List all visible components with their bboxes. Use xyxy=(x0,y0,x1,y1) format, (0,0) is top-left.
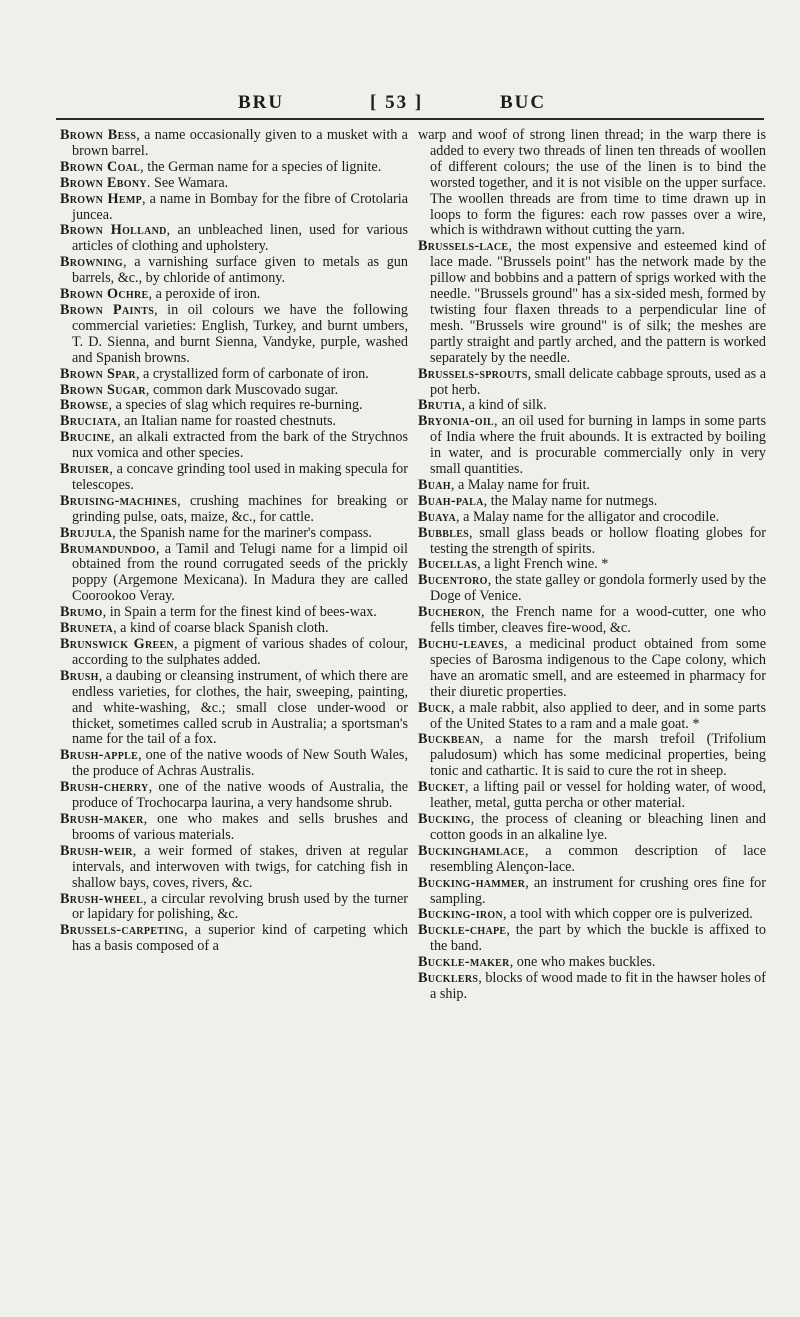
dictionary-entry xyxy=(60,462,408,494)
dictionary-entry xyxy=(418,876,766,908)
entry-headword: Brumandundoo xyxy=(60,540,156,557)
entry-headword: Brown Ebony xyxy=(60,174,147,191)
page-number: [ 53 ] xyxy=(370,92,424,113)
dictionary-entry xyxy=(60,176,408,192)
dictionary-entry xyxy=(418,494,766,510)
entry-headword: Bucentoro xyxy=(418,572,488,589)
entry-headword: Brown Sugar xyxy=(60,381,146,398)
entry-definition: , a species of slag which requires re-burning. xyxy=(108,397,363,414)
entry-headword: Bryonia-oil xyxy=(418,413,495,430)
entry-definition: , a Malay name for fruit. xyxy=(450,476,590,493)
entry-headword: Brush-apple xyxy=(60,747,139,764)
entry-definition: , a kind of coarse black Spanish cloth. xyxy=(113,620,329,637)
entry-definition: , a tool with which copper ore is pulverized. xyxy=(503,906,753,923)
entry-headword: Brown Paints xyxy=(60,301,155,318)
entry-definition: , an alkali extracted from the bark of the Strychnos nux vomica and other species. xyxy=(72,429,408,462)
dictionary-entry xyxy=(60,494,408,526)
right-column xyxy=(418,128,766,1003)
entry-definition: , one of the native woods of New South Wales, the produce of Achras Australis. xyxy=(72,747,408,780)
entry-headword: Bucklers xyxy=(418,970,479,987)
dictionary-entry xyxy=(60,383,408,399)
dictionary-entry xyxy=(60,160,408,176)
entry-headword: Browning xyxy=(60,254,123,271)
entry-headword: Brown Ochre xyxy=(60,286,149,303)
entry-headword: Buchu-leaves xyxy=(418,636,504,652)
entry-headword: Brush-cherry xyxy=(60,779,149,796)
entry-headword: Bucheron xyxy=(418,604,481,621)
entry-definition: , a weir formed of stakes, driven at regular intervals, and interwoven with twigs, for catching fish in shallow bays, coves, rivers, &c. xyxy=(72,842,408,891)
dictionary-entry xyxy=(60,637,408,669)
entry-headword: Buckle-maker xyxy=(418,954,510,971)
dictionary-entry xyxy=(418,128,766,239)
entry-headword: Brumo xyxy=(60,604,103,621)
entry-headword: Buaya xyxy=(418,508,457,525)
entry-headword: Brussels-sprouts xyxy=(418,365,528,382)
dictionary-entry xyxy=(418,526,766,558)
dictionary-entry xyxy=(418,605,766,637)
entry-headword: Brown Bess xyxy=(60,127,137,143)
entry-definition: , a crystallized form of carbonate of iron. xyxy=(135,365,369,382)
entry-definition: , a concave grinding tool used in making specula for telescopes. xyxy=(72,461,408,493)
entry-definition: , one who makes buckles. xyxy=(509,954,656,971)
entry-definition: , an Italian name for roasted chestnuts. xyxy=(117,413,337,430)
dictionary-entry xyxy=(418,701,766,733)
dictionary-entry xyxy=(418,732,766,780)
entry-definition: , a male rabbit, also applied to deer, and in some parts of the United States to a ram and a male goat. * xyxy=(430,699,766,732)
dictionary-entry xyxy=(60,844,408,892)
entry-definition: , blocks of wood made to fit in the hawser holes of a ship. xyxy=(430,970,766,1002)
dictionary-entry xyxy=(418,239,766,366)
entry-headword: Buah xyxy=(418,476,451,493)
entry-definition: , a medicinal product obtained from some species of Barosma indigenous to the Cape colony, which have an aromatic smell, and are esteemed in pharmacy for their diuretic properties. xyxy=(430,636,766,700)
entry-headword: Buckle-chape xyxy=(418,922,507,939)
dictionary-entry xyxy=(418,414,766,478)
entry-headword: Browse xyxy=(60,397,109,414)
dictionary-entry xyxy=(60,748,408,780)
entry-definition: , the German name for a species of lignite. xyxy=(140,158,382,175)
entry-headword: Bubbles xyxy=(418,524,470,541)
entry-headword: Brush xyxy=(60,667,99,684)
entry-headword: Bucking-hammer xyxy=(418,874,526,891)
dictionary-entry xyxy=(418,923,766,955)
dictionary-entry xyxy=(60,542,408,606)
dictionary-entry xyxy=(418,573,766,605)
dictionary-entry xyxy=(60,923,408,955)
entry-definition: , the state galley or gondola formerly used by the Doge of Venice. xyxy=(430,572,766,605)
dictionary-entry xyxy=(418,844,766,876)
dictionary-entry xyxy=(60,287,408,303)
entry-headword: Bucking-iron xyxy=(418,906,504,923)
entry-definition: , the part by which the buckle is affixed to the band. xyxy=(430,922,766,955)
dictionary-entry xyxy=(60,812,408,844)
entry-definition: , the Spanish name for the mariner's compass. xyxy=(112,524,372,541)
dictionary-entry xyxy=(418,637,766,701)
entry-definition: , common dark Muscovado sugar. xyxy=(145,381,339,398)
dictionary-entry xyxy=(60,780,408,812)
entry-headword: Buah-pala xyxy=(418,492,484,509)
entry-headword: Bucellas xyxy=(418,556,478,573)
dictionary-entry xyxy=(60,430,408,462)
entry-definition: , an instrument for crushing ores fine for sampling. xyxy=(430,874,766,907)
entry-headword: Bucking xyxy=(418,810,471,827)
dictionary-entry xyxy=(60,367,408,383)
entry-headword: Bruciata xyxy=(60,413,118,430)
dictionary-entry xyxy=(60,223,408,255)
entry-definition: , one who makes and sells brushes and brooms of various materials. xyxy=(72,810,408,843)
dictionary-entry xyxy=(60,892,408,924)
running-head-right: BUC xyxy=(500,92,547,113)
dictionary-entry xyxy=(60,669,408,749)
dictionary-entry xyxy=(60,255,408,287)
dictionary-entry xyxy=(418,955,766,971)
entry-headword: Brush-weir xyxy=(60,842,133,859)
entry-definition: , a kind of silk. xyxy=(461,397,547,414)
entry-definition: , a daubing or cleansing instrument, of which there are endless varieties, for clothes, the hair, sweeping, painting, and white-washing, &c.; small close under-wood or thicket, sometimes called scrub in Australia; a sportsman's name for the tail of a fox. xyxy=(72,667,409,748)
entry-definition: , the process of cleaning or bleaching linen and cotton goods in an alkaline lye. xyxy=(430,810,766,843)
entry-definition: , a light French wine. * xyxy=(477,556,609,573)
entry-headword: Bruising-machines xyxy=(60,492,178,509)
dictionary-entry xyxy=(418,367,766,399)
dictionary-entry xyxy=(60,414,408,430)
entry-definition: , in Spain a term for the finest kind of bees-wax. xyxy=(102,604,377,621)
entry-headword: Brown Coal xyxy=(60,158,141,175)
entry-headword: Brown Holland xyxy=(60,222,167,239)
entry-definition: , a common description of lace resembling Alençon-lace. xyxy=(430,842,766,875)
entry-headword: Brush-maker xyxy=(60,810,144,827)
dictionary-entry xyxy=(60,128,408,160)
running-head-left: BRU xyxy=(238,92,285,113)
entry-definition: , the most expensive and esteemed kind of lace made. "Brussels point" has the network made by the pillow and bobbins and a pattern of sprigs worked with the needle. "Brussels ground" has a six-sided mesh, formed by twisting four flaxen threads to a perpendicular line of mesh. "Brussels wire ground" is of silk; the meshes are partly straight and partly arched, and the pattern is worked separately by the needle. xyxy=(430,238,766,366)
entry-definition: , in oil colours we have the following commercial varieties: English, Turkey, and burnt umbers, T. D. Sienna, and burnt Sienna, Vandyke, purple, washed and Spanish browns. xyxy=(72,301,408,366)
entry-headword: Brutia xyxy=(418,397,462,414)
entry-definition: , crushing machines for breaking or grinding pulse, oats, maize, &c., for cattle. xyxy=(72,492,408,525)
entry-definition: , a circular revolving brush used by the turner or lapidary for polishing, &c. xyxy=(72,890,408,923)
entry-definition: , one of the native woods of Australia, the produce of Trochocarpa laurina, a very handsome shrub. xyxy=(72,779,408,812)
entry-headword: Buck xyxy=(418,699,451,716)
page-header xyxy=(0,92,800,116)
dictionary-entry xyxy=(418,812,766,844)
entry-headword: Buckinghamlace xyxy=(418,842,525,859)
entry-headword: Brussels-lace xyxy=(418,238,509,255)
entry-headword: Brush-wheel xyxy=(60,890,144,907)
dictionary-entry xyxy=(418,398,766,414)
entry-headword: Brown Spar xyxy=(60,365,136,382)
entry-definition: , a superior kind of carpeting which has a basis composed of a xyxy=(72,922,408,955)
header-rule xyxy=(56,118,764,120)
entry-definition: , a lifting pail or vessel for holding water, of wood, leather, metal, gutta percha or other material. xyxy=(430,779,766,812)
entry-definition: warp and woof of strong linen thread; in the warp there is added to every two threads of linen ten threads of woollen of different colours; the use of the linen is to bind the worsted together, and it is not visible on the upper surface. The woollen threads are from time to time drawn up in loops to form the figures: each row passes over a wire, which is withdrawn without cutting the yarn. xyxy=(418,127,766,239)
dictionary-entry xyxy=(418,557,766,573)
dictionary-entry xyxy=(60,605,408,621)
entry-definition: , an unbleached linen, used for various articles of clothing and upholstery. xyxy=(72,222,408,255)
entry-definition: , a name in Bombay for the fibre of Crotolaria juncea. xyxy=(72,190,408,223)
entry-headword: Brunswick Green xyxy=(60,636,174,652)
entry-definition: , small glass beads or hollow floating globes for testing the strength of spirits. xyxy=(430,524,766,557)
left-column xyxy=(60,128,408,955)
dictionary-entry xyxy=(60,526,408,542)
entry-definition: , a pigment of various shades of colour, according to the sulphates added. xyxy=(72,636,408,668)
entry-headword: Brucine xyxy=(60,429,112,446)
dictionary-entry xyxy=(418,510,766,526)
dictionary-entry xyxy=(418,971,766,1003)
entry-definition: , a peroxide of iron. xyxy=(148,286,261,303)
dictionary-entry xyxy=(418,478,766,494)
entry-headword: Brown Hemp xyxy=(60,190,142,207)
entry-definition: , an oil used for burning in lamps in some parts of India where the fruit abounds. It is extracted by boiling in water, and is procurable commercially only in very small quantities. xyxy=(430,413,766,478)
dictionary-entry xyxy=(60,621,408,637)
entry-definition: , the French name for a wood-cutter, one who fells timber, cleaves fire-wood, &c. xyxy=(430,604,766,637)
entry-definition: , a name for the marsh trefoil (Trifolium paludosum) which has some medicinal properties, being tonic and cathartic. It is said to cure the rot in sheep. xyxy=(430,731,766,780)
entry-headword: Bucket xyxy=(418,779,465,796)
entry-headword: Bruneta xyxy=(60,620,114,637)
dictionary-entry xyxy=(418,907,766,923)
entry-headword: Brujula xyxy=(60,524,113,541)
entry-definition: . See Wamara. xyxy=(146,174,229,191)
dictionary-entry xyxy=(60,398,408,414)
entry-definition: , a Malay name for the alligator and crocodile. xyxy=(456,508,720,525)
entry-definition: , small delicate cabbage sprouts, used as a pot herb. xyxy=(430,365,766,398)
dictionary-entry xyxy=(60,192,408,224)
dictionary-entry xyxy=(418,780,766,812)
entry-definition: , a varnishing surface given to metals as gun barrels, &c., by chloride of antimony. xyxy=(72,254,408,287)
entry-headword: Bruiser xyxy=(60,461,110,478)
dictionary-entry xyxy=(60,303,408,367)
entry-headword: Buckbean xyxy=(418,731,480,748)
entry-definition: , a Tamil and Telugi name for a limpid oil obtained from the round corrugated seeds of the prickly poppy (Argemone Mexicana). In Madura they are called Coorookoo Veray. xyxy=(72,540,408,605)
entry-definition: , the Malay name for nutmegs. xyxy=(483,492,658,509)
entry-headword: Brussels-carpeting xyxy=(60,922,185,939)
entry-definition: , a name occasionally given to a musket with a brown barrel. xyxy=(72,127,408,159)
